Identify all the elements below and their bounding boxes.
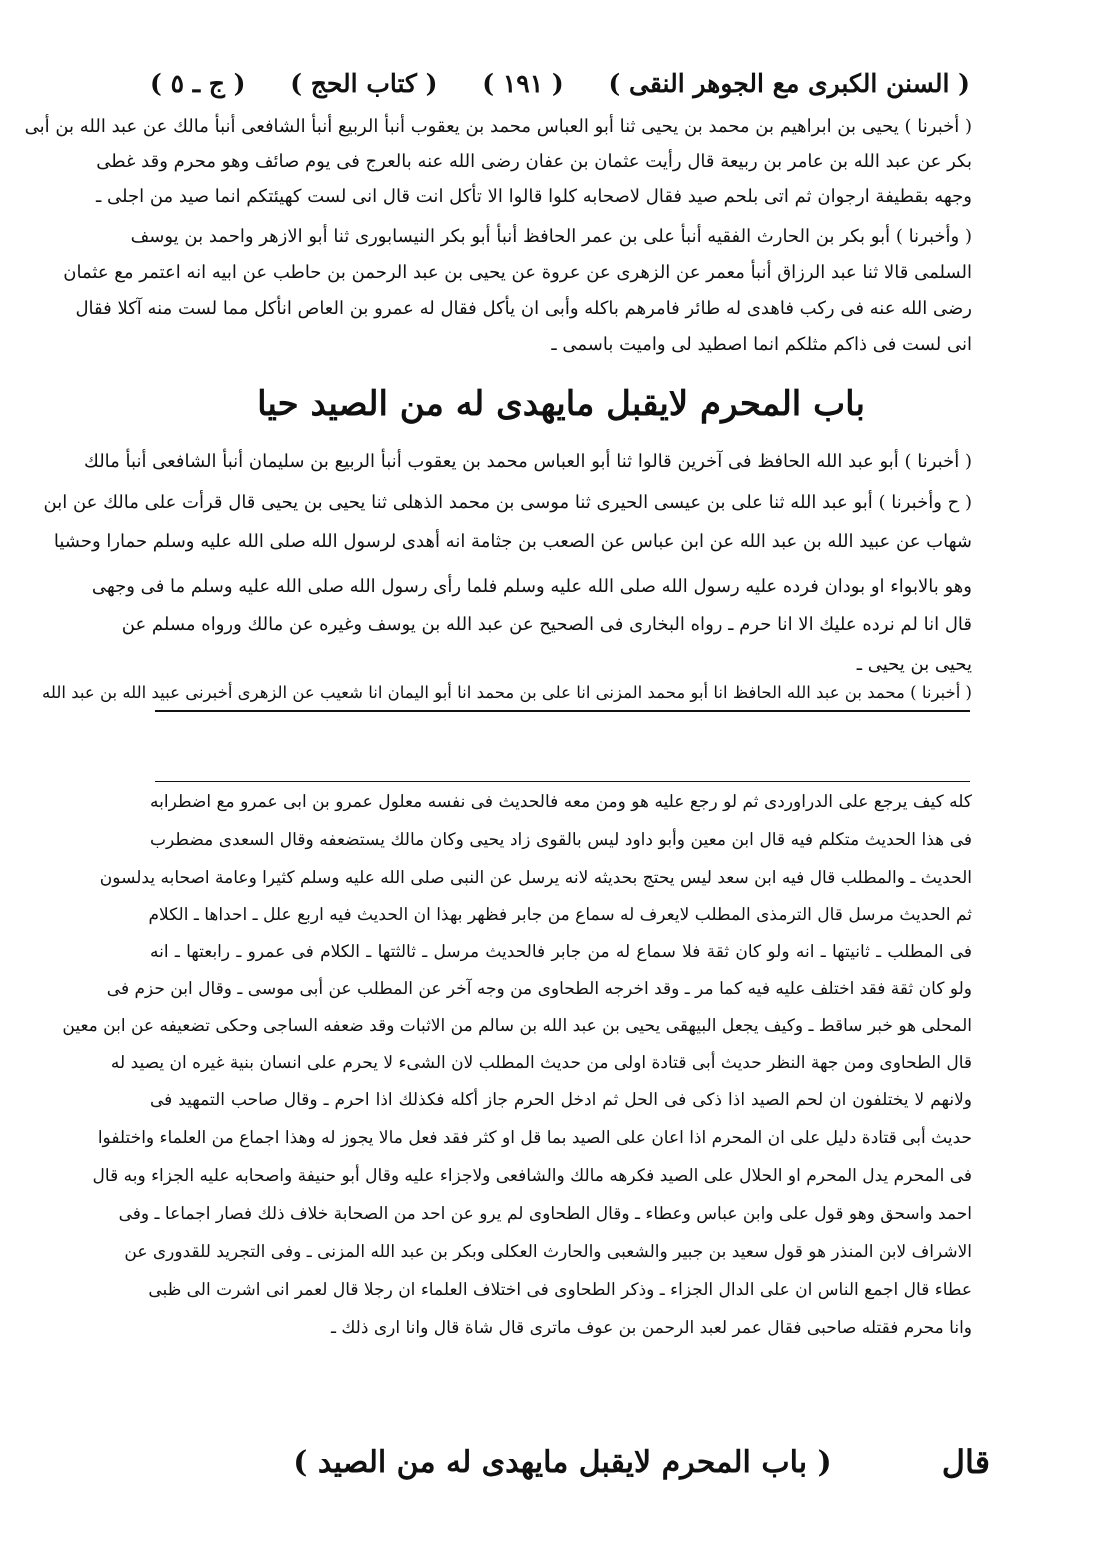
footnote-line: حديث أبى قتادة دليل على ان المحرم اذا اعان على الصيد بما قل او كثر فقد فعل مالا يجوز له وهذا اجماع من العلماء واختلفوا xyxy=(97,1128,972,1148)
page-header xyxy=(150,58,970,108)
text-line: ( ح وأخبرنا ) أبو عبد الله ثنا على بن عيسى الحيرى ثنا موسى بن محمد الذهلى ثنا يحيى بن يحيى قال قرأت على مالك عن ابن xyxy=(43,492,972,513)
footnote-line: عطاء قال اجمع الناس ان على الدال الجزاء ـ وذكر الطحاوى فى اختلاف العلماء ان رجلا قال لعمر انى اشرت الى ظبى xyxy=(148,1280,972,1300)
footnote-section-heading: ( باب المحرم لايقبل مايهدى له من الصيد ) xyxy=(293,1444,832,1480)
footnote-line: ثم الحديث مرسل قال الترمذى المطلب لايعرف له سماع من جابر فظهر بهذا ان الحديث فيه اربع علل ـ احداها ـ الكلام xyxy=(148,905,972,925)
footnote-line: الحديث ـ والمطلب قال فيه ابن سعد ليس يحتج بحديثه لانه يرسل عن النبى صلى الله عليه وسلم كثيرا وعامة اصحابه يدلسون xyxy=(99,868,972,888)
divider-rule xyxy=(155,710,970,712)
text-line: وجهه بقطيفة ارجوان ثم اتى بلحم صيد فقال لاصحابه كلوا قالوا الا تأكل انت قال انى لست كهيئتكم انما صيد من اجلى ـ xyxy=(96,186,972,207)
volume-number: ( ج ـ ٥ ) xyxy=(150,68,246,98)
footnote-line: احمد واسحق وهو قول على وابن عباس وعطاء ـ وقال الطحاوى لم يرو عن احد من الصحابة خلاف ذلك فصار اجماعا ـ وفى xyxy=(118,1204,972,1224)
footnote-line: ولو كان ثقة فقد اختلف عليه فيه كما مر ـ وقد اخرجه الطحاوى من وجه آخر عن المطلب عن أبى موسى ـ وقال ابن حزم فى xyxy=(106,979,972,999)
footnote-divider xyxy=(155,781,970,782)
footnote-line: فى هذا الحديث متكلم فيه قال ابن معين وأبو داود ليس بالقوى زاد يحيى وكان مالك يستضعفه وقال السعدى مضطرب xyxy=(150,830,972,850)
page-number: ( ١٩١ ) xyxy=(482,68,564,98)
qal-label: قال xyxy=(941,1443,990,1481)
text-line: شهاب عن عبيد الله بن عبد الله عن ابن عباس عن الصعب بن جثامة انه أهدى لرسول الله صلى الله عليه وسلم حمارا وحشيا xyxy=(53,531,972,552)
text-line: السلمى قالا ثنا عبد الرزاق أنبأ معمر عن الزهرى عن عروة عن يحيى بن عبد الرحمن بن حاطب عن ابيه انه اعتمر مع عثمان xyxy=(63,262,972,283)
text-line: بكر عن عبد الله بن عامر بن ربيعة قال رأيت عثمان بن عفان رضى الله عنه بالعرج فى يوم صائف وهو محرم وقد غطى xyxy=(96,151,972,172)
footnote-line: كله كيف يرجع على الدراوردى ثم لو رجع عليه هو ومن معه فالحديث فى نفسه معلول عمرو بن ابى عمرو مع اضطرابه xyxy=(150,792,972,812)
book-title: ( السنن الكبرى مع الجوهر النقى ) xyxy=(608,68,970,98)
footnote-line: وانا محرم فقتله صاحبى فقال عمر لعبد الرحمن بن عوف ماترى قال شاة قال وانا ارى ذلك ـ xyxy=(330,1318,972,1338)
text-line: قال انا لم نرده عليك الا انا حرم ـ رواه البخارى فى الصحيح عن عبد الله بن يوسف وغيره عن مالك ورواه مسلم عن xyxy=(121,614,972,635)
text-line: رضى الله عنه فى ركب فاهدى له طائر فامرهم باكله وأبى ان يأكل فقال له عمرو بن العاص انأكل مما لست منه آكلا فقال xyxy=(75,298,972,319)
bottom-heading xyxy=(270,1432,990,1492)
footnote-line: قال الطحاوى ومن جهة النظر حديث أبى قتادة اولى من حديث المطلب لان الشىء لا يحرم على انسان بنية غيره ان يصيد له xyxy=(110,1053,972,1073)
footnote-line: ولانهم لا يختلفون ان لحم الصيد اذا ذكى فى الحل ثم ادخل الحرم جاز أكله فكذلك اذا احرم ـ وقال صاحب التمهيد فى xyxy=(150,1090,972,1110)
footnote-line: المحلى هو خبر ساقط ـ وكيف يجعل البيهقى يحيى بن عبد الله بن سالم من الاثبات وقد ضعفه الساجى وحكى تضعيفه عن ابن معين xyxy=(62,1016,972,1036)
footnote-line: فى المطلب ـ ثانيتها ـ انه ولو كان ثقة فلا سماع له من جابر فالحديث مرسل ـ ثالثتها ـ الكلام فى عمرو ـ رابعتها ـ انه xyxy=(150,942,972,962)
text-line: يحيى بن يحيى ـ xyxy=(856,654,972,675)
section-heading: باب المحرم لايقبل مايهدى له من الصيد حيا xyxy=(257,384,865,424)
text-line: ( أخبرنا ) أبو عبد الله الحافظ فى آخرين قالوا ثنا أبو العباس محمد بن يعقوب أنبأ الربيع بن سليمان أنبأ الشافعى أنبأ مالك xyxy=(84,451,972,472)
text-line: ( أخبرنا ) محمد بن عبد الله الحافظ انا أبو محمد المزنى انا على بن محمد انا أبو اليمان انا شعيب عن الزهرى أخبرنى عبيد الله بن عبد الله xyxy=(42,683,972,702)
text-line: وهو بالابواء او بودان فرده عليه رسول الله صلى الله عليه وسلم فلما رأى رسول الله صلى الله عليه وسلم ما فى وجهى xyxy=(91,576,972,597)
text-line: انى لست فى ذاكم مثلكم انما اصطيد لى واميت باسمى ـ xyxy=(551,334,972,355)
footnote-line: الاشراف لابن المنذر هو قول سعيد بن جبير والشعبى والحارث العكلى وبكر بن عبد الله المزنى ـ وفى التجريد للقدورى عن xyxy=(124,1242,972,1262)
text-line: ( أخبرنا ) يحيى بن ابراهيم بن محمد بن يحيى ثنا أبو العباس محمد بن يعقوب أنبأ الربيع أنبأ الشافعى أنبأ مالك عن عبد الله بن أبى xyxy=(24,116,972,137)
chapter-title: ( كتاب الحج ) xyxy=(290,68,438,98)
text-line: ( وأخبرنا ) أبو بكر بن الحارث الفقيه أنبأ على بن عمر الحافظ أنبأ أبو بكر النيسابورى ثنا أبو الازهر واحمد بن يوسف xyxy=(130,226,972,247)
footnote-line: فى المحرم يدل المحرم او الحلال على الصيد فكرهه مالك والشافعى ولاجزاء عليه وقال أبو حنيفة واصحابه عليه الجزاء وبه قال xyxy=(92,1166,972,1186)
